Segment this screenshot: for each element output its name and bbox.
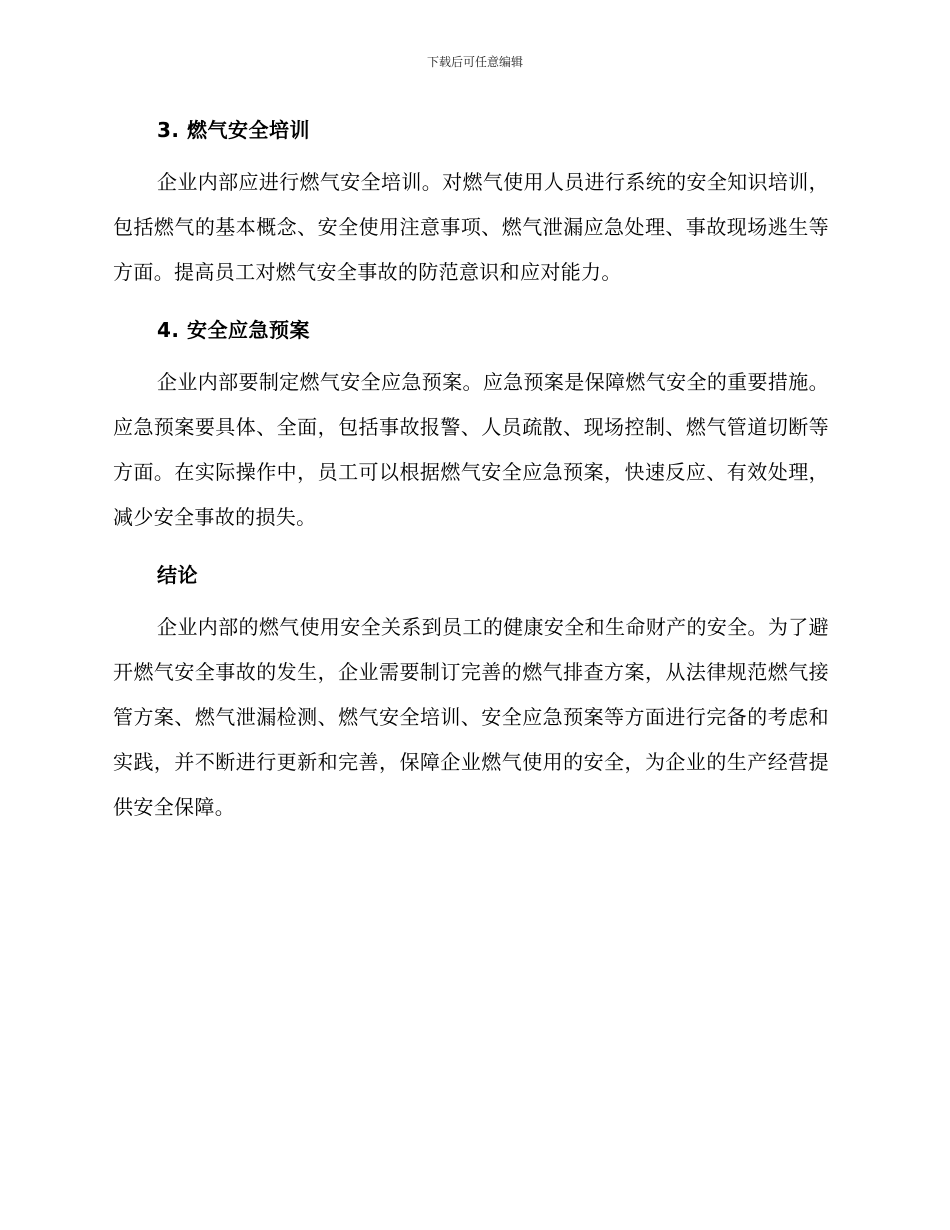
section-heading: 3. 燃气安全培训 <box>157 118 310 142</box>
section-conclusion <box>113 557 829 830</box>
section-paragraph: 企业内部应进行燃气安全培训。对燃气使用人员进行系统的安全知识培训，包括燃气的基本概念、安全使用注意事项、燃气泄漏应急处理、事故现场逃生等方面。提高员工对燃气安全事故的防范意识和应对能力。 <box>113 170 829 284</box>
section-paragraph: 企业内部的燃气使用安全关系到员工的健康安全和生命财产的安全。为了避开燃气安全事故的发生，企业需要制订完善的燃气排查方案，从法律规范燃气接管方案、燃气泄漏检测、燃气安全培训、安全应急预案等方面进行完备的考虑和实践，并不断进行更新和完善，保障企业燃气使用的安全，为企业的生产经营提供安全保障。 <box>113 615 829 819</box>
section-heading: 结论 <box>157 563 198 587</box>
document-content <box>113 112 829 847</box>
section-gas-safety-training <box>113 112 829 295</box>
header-note: 下载后可任意编辑 <box>426 55 523 69</box>
section-paragraph: 企业内部要制定燃气安全应急预案。应急预案是保障燃气安全的重要措施。应急预案要具体、全面，包括事故报警、人员疏散、现场控制、燃气管道切断等方面。在实际操作中，员工可以根据燃气安全应急预案，快速反应、有效处理，减少安全事故的损失。 <box>113 370 829 529</box>
section-heading: 4. 安全应急预案 <box>157 318 310 342</box>
section-emergency-plan <box>113 312 829 540</box>
